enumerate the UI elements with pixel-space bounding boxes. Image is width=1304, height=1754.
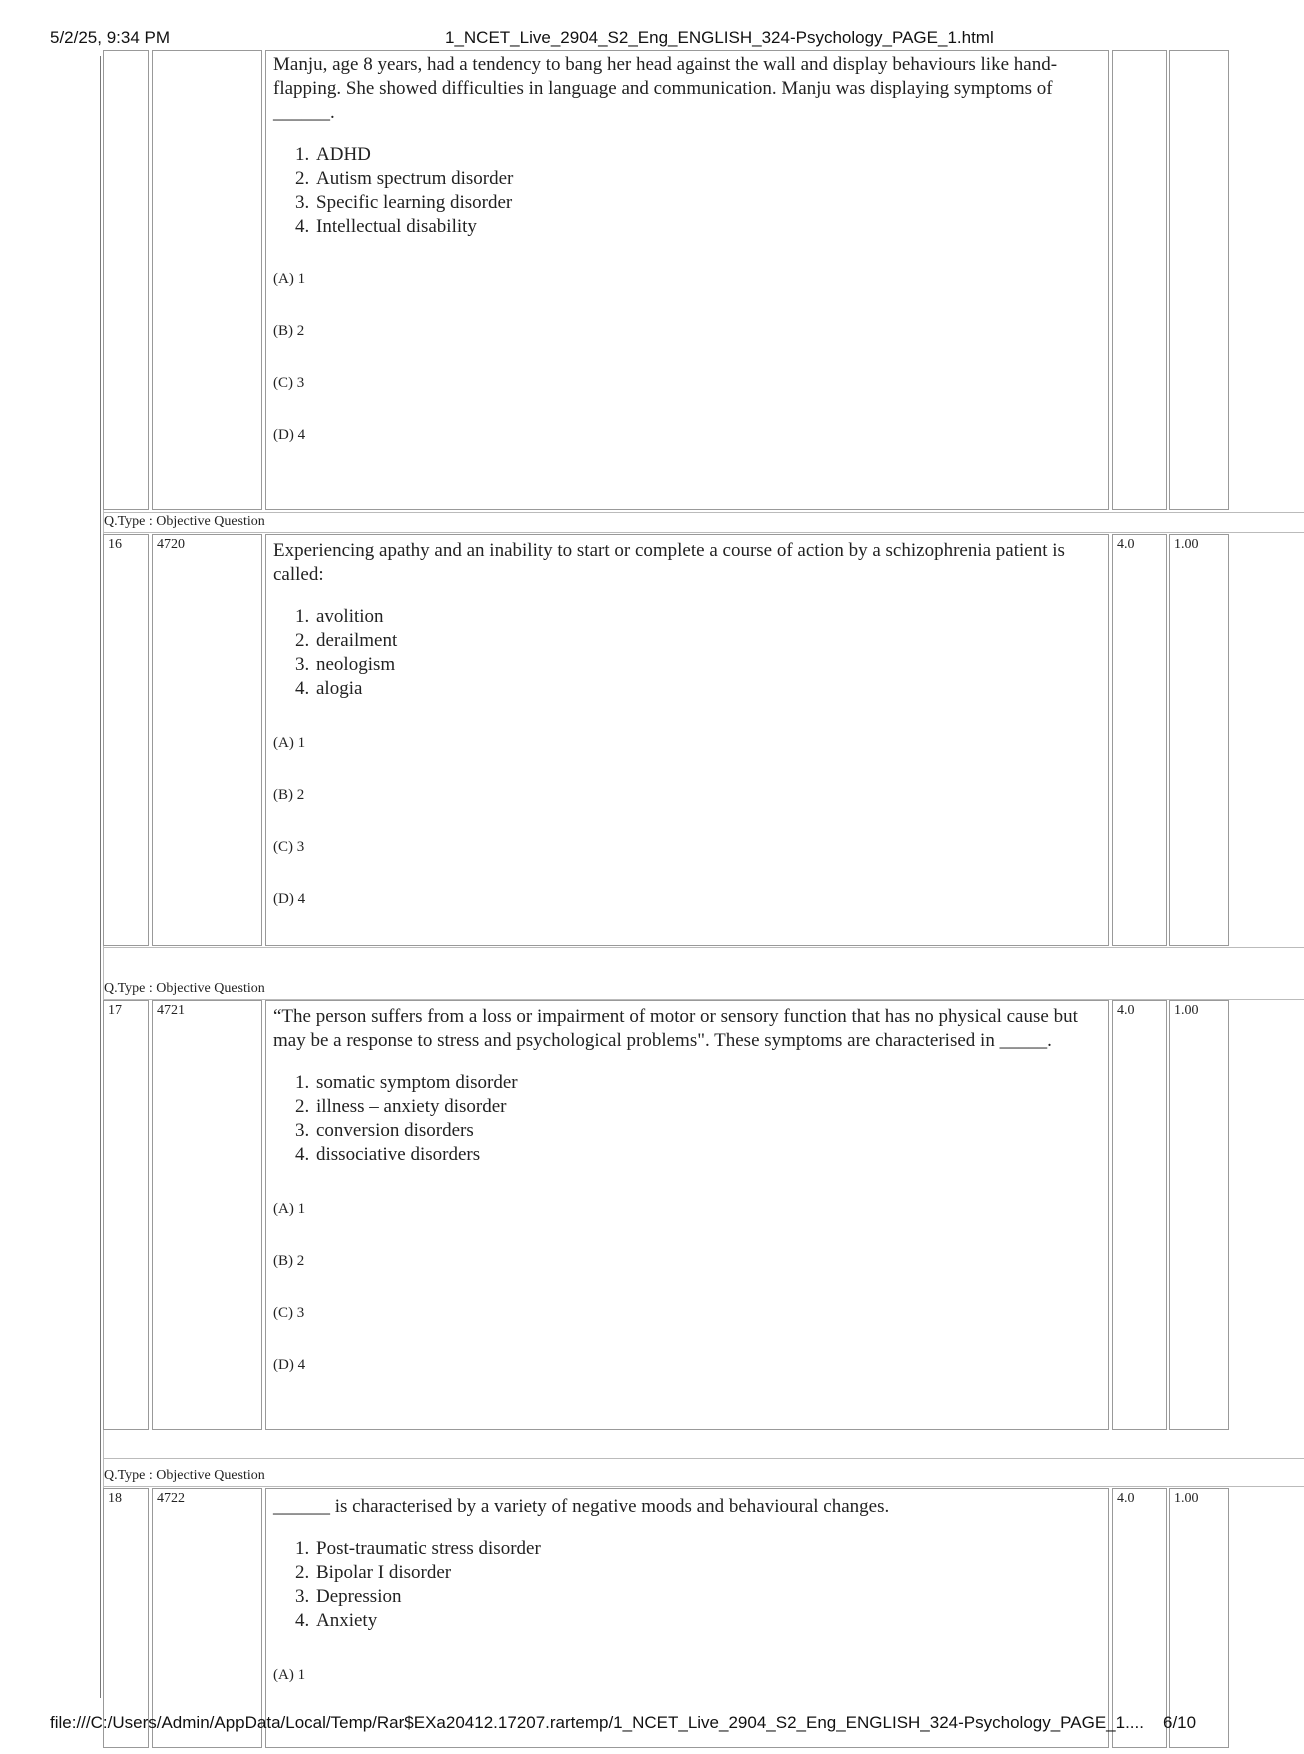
option-item: 2. Bipolar I disorder [295, 1562, 452, 1583]
answer-option-a: (A) 1 [273, 1201, 306, 1217]
option-list [295, 605, 1108, 701]
option-item: 4. dissociative disorders [295, 1144, 481, 1165]
option-item: 4. alogia [295, 678, 363, 699]
option-item: 1. somatic symptom disorder [295, 1072, 518, 1093]
table-border [100, 56, 101, 1698]
answer-option-c: (C) 3 [273, 1305, 305, 1321]
option-item: 4. Intellectual disability [295, 216, 477, 237]
question-text: “The person suffers from a loss or impairment of motor or sensory function that has no physical cause but may be a response to stress and psychological problems". These symptoms are characterised in _____. [273, 1006, 1078, 1051]
question-cell [265, 534, 1109, 946]
marks-value: 4.0 [1112, 1488, 1167, 1748]
question-text: Experiencing apathy and an inability to start or complete a course of action by a schizophrenia patient is called: [273, 540, 1065, 585]
qtype-label: Q.Type : Objective Question [104, 981, 265, 996]
question-id: 4720 [152, 534, 262, 946]
question-table [100, 54, 1199, 1698]
option-item: 3. conversion disorders [295, 1120, 474, 1141]
question-cell [265, 1488, 1109, 1748]
question-row [103, 1000, 1303, 1430]
question-text: Manju, age 8 years, had a tendency to bang her head against the wall and display behaviours like hand-flapping. She showed difficulties in language and communication. Manju was displaying symptoms of ______. [273, 54, 1058, 123]
question-row [103, 1488, 1303, 1748]
answer-option-a: (A) 1 [273, 1667, 306, 1683]
marks-cell [1112, 50, 1167, 510]
print-title: 1_NCET_Live_2904_S2_Eng_ENGLISH_324-Psychology_PAGE_1.html [445, 28, 994, 47]
option-item: 1. ADHD [295, 144, 371, 165]
question-id: 4721 [152, 1000, 262, 1430]
negative-marks-value: 1.00 [1169, 534, 1229, 946]
question-row [103, 50, 1303, 510]
option-item: 1. Post-traumatic stress disorder [295, 1538, 541, 1559]
question-cell [265, 50, 1109, 510]
option-item: 1. avolition [295, 606, 384, 627]
print-page-number: 6/10 [1163, 1713, 1197, 1732]
option-item: 2. illness – anxiety disorder [295, 1096, 507, 1117]
negative-marks-value: 1.00 [1169, 1000, 1229, 1430]
option-item: 3. neologism [295, 654, 396, 675]
answer-option-c: (C) 3 [273, 375, 305, 391]
option-item: 3. Depression [295, 1586, 402, 1607]
question-number: 17 [103, 1000, 149, 1430]
qno-cell [103, 50, 149, 510]
answer-option-a: (A) 1 [273, 735, 306, 751]
qid-cell [152, 50, 262, 510]
question-number: 16 [103, 534, 149, 946]
option-list [295, 1071, 1108, 1167]
answer-option-b: (B) 2 [273, 787, 305, 803]
answer-option-a: (A) 1 [273, 271, 306, 287]
question-id: 4722 [152, 1488, 262, 1748]
answer-option-d: (D) 4 [273, 891, 306, 907]
question-row [103, 534, 1303, 946]
option-list [295, 1537, 1108, 1633]
print-file-path: file:///C:/Users/Admin/AppData/Local/Temp/Rar$EXa20412.17207.rartemp/1_NCET_Live_2904_S2_Eng_ENGLISH_324-Psychology_PAGE_1.... [50, 1713, 1144, 1732]
option-item: 2. Autism spectrum disorder [295, 168, 514, 189]
negative-marks-value: 1.00 [1169, 1488, 1229, 1748]
option-item: 4. Anxiety [295, 1610, 378, 1631]
option-item: 2. derailment [295, 630, 398, 651]
answer-option-b: (B) 2 [273, 1253, 305, 1269]
negative-cell [1169, 50, 1229, 510]
question-cell [265, 1000, 1109, 1430]
option-item: 3. Specific learning disorder [295, 192, 513, 213]
answer-option-d: (D) 4 [273, 427, 306, 443]
question-number: 18 [103, 1488, 149, 1748]
print-datetime: 5/2/25, 9:34 PM [50, 28, 171, 47]
answer-option-d: (D) 4 [273, 1357, 306, 1373]
qtype-label: Q.Type : Objective Question [104, 1468, 265, 1483]
marks-value: 4.0 [1112, 534, 1167, 946]
question-text: ______ is characterised by a variety of negative moods and behavioural changes. [273, 1496, 890, 1517]
answer-option-c: (C) 3 [273, 839, 305, 855]
answer-option-b: (B) 2 [273, 323, 305, 339]
marks-value: 4.0 [1112, 1000, 1167, 1430]
option-list [295, 143, 1108, 239]
qtype-label: Q.Type : Objective Question [104, 514, 265, 529]
